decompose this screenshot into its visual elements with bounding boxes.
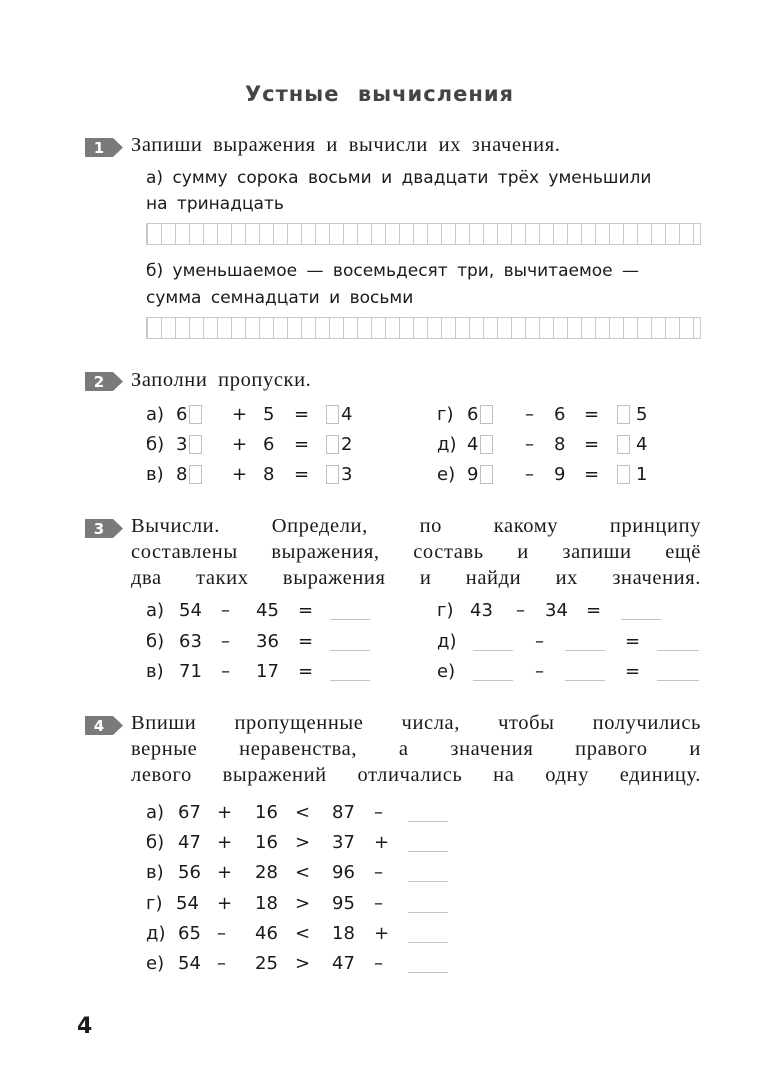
answer-line[interactable]	[657, 680, 699, 681]
task3-row-b: б) 63 – 36 =	[146, 631, 376, 655]
task4-line2: верные неравенства, а значения правого и	[131, 738, 701, 760]
answer-line[interactable]	[330, 680, 370, 681]
blank-box[interactable]	[480, 405, 493, 424]
answer-line[interactable]	[408, 881, 448, 882]
svg-text:3: 3	[93, 520, 105, 538]
blank-box[interactable]	[617, 405, 630, 424]
task4-row-e: е) 54 – 25 > 47 –	[146, 953, 466, 977]
svg-text:4: 4	[93, 717, 105, 735]
blank-box[interactable]	[617, 435, 630, 454]
task-number-badge	[83, 137, 125, 158]
blank-box[interactable]	[326, 405, 339, 424]
task3-line2: составлены выражения, составь и запиши ещё	[131, 541, 701, 563]
task3-row-g: г) 43 – 34 =	[437, 600, 701, 624]
answer-line[interactable]	[473, 680, 513, 681]
answer-line[interactable]	[621, 619, 661, 620]
answer-line[interactable]	[473, 650, 513, 651]
answer-line[interactable]	[330, 619, 370, 620]
task2-row-v: в) 8 + 8 = 3	[146, 464, 353, 485]
answer-grid[interactable]	[146, 317, 701, 339]
arrow-badge-icon	[83, 715, 125, 736]
blank-box[interactable]	[480, 435, 493, 454]
task-number-badge	[83, 518, 125, 539]
answer-line[interactable]	[330, 650, 370, 651]
arrow-badge-icon	[83, 137, 125, 158]
svg-text:2: 2	[93, 373, 105, 391]
task1-a-line1: а) сумму сорока восьми и двадцати трёх уменьшили	[146, 168, 652, 188]
task2-row-g: г) 6 – 6 = 5	[437, 404, 648, 425]
task2-row-a: а) 6 + 5 = 4	[146, 404, 353, 425]
blank-box[interactable]	[326, 435, 339, 454]
page-title: Устные вычисления	[244, 82, 515, 106]
task1-b-line1: б) уменьшаемое — восемьдесят три, вычитаемое —	[146, 261, 640, 281]
answer-line[interactable]	[408, 821, 448, 822]
answer-line[interactable]	[408, 912, 448, 913]
blank-box[interactable]	[480, 465, 493, 484]
task4-line1: Впиши пропущенные числа, чтобы получились	[131, 712, 701, 734]
task4-row-a: а) 67 + 16 < 87 –	[146, 802, 466, 826]
task1-text: Запиши выражения и вычисли их значения.	[131, 134, 561, 156]
task3-line1: Вычисли. Определи, по какому принципу	[131, 515, 701, 537]
arrow-badge-icon	[83, 518, 125, 539]
task4-line3: левого выражений отличались на одну единицу.	[131, 764, 701, 786]
task2-row-b: б) 3 + 6 = 2	[146, 434, 353, 455]
answer-line[interactable]	[408, 942, 448, 943]
blank-box[interactable]	[617, 465, 630, 484]
answer-line[interactable]	[565, 680, 605, 681]
arrow-badge-icon	[83, 371, 125, 392]
blank-box[interactable]	[326, 465, 339, 484]
task3-row-v: в) 71 – 17 =	[146, 661, 376, 685]
task3-row-e: е) – =	[437, 661, 701, 685]
svg-text:1: 1	[93, 139, 105, 157]
task-number-badge	[83, 715, 125, 736]
answer-line[interactable]	[408, 972, 448, 973]
page-number: 4	[77, 1014, 93, 1039]
task1-b-line2: сумма семнадцати и восьми	[146, 288, 414, 308]
blank-box[interactable]	[189, 405, 202, 424]
task4-row-b: б) 47 + 16 > 37 +	[146, 832, 466, 856]
task4-row-v: в) 56 + 28 < 96 –	[146, 862, 466, 886]
answer-line[interactable]	[565, 650, 605, 651]
task3-row-a: а) 54 – 45 =	[146, 600, 376, 624]
task2-row-d: д) 4 – 8 = 4	[437, 434, 648, 455]
task4-row-g: г) 54 + 18 > 95 –	[146, 893, 466, 917]
task-number-badge	[83, 371, 125, 392]
task3-line3: два таких выражения и найди их значения.	[131, 567, 701, 589]
task3-row-d: д) – =	[437, 631, 701, 655]
task2-text: Заполни пропуски.	[131, 369, 312, 391]
blank-box[interactable]	[189, 465, 202, 484]
blank-box[interactable]	[189, 435, 202, 454]
answer-grid[interactable]	[146, 223, 701, 245]
task4-row-d: д) 65 – 46 < 18 +	[146, 923, 466, 947]
task2-row-e: е) 9 – 9 = 1	[437, 464, 648, 485]
task1-a-line2: на тринадцать	[146, 194, 284, 214]
answer-line[interactable]	[657, 650, 699, 651]
answer-line[interactable]	[408, 851, 448, 852]
